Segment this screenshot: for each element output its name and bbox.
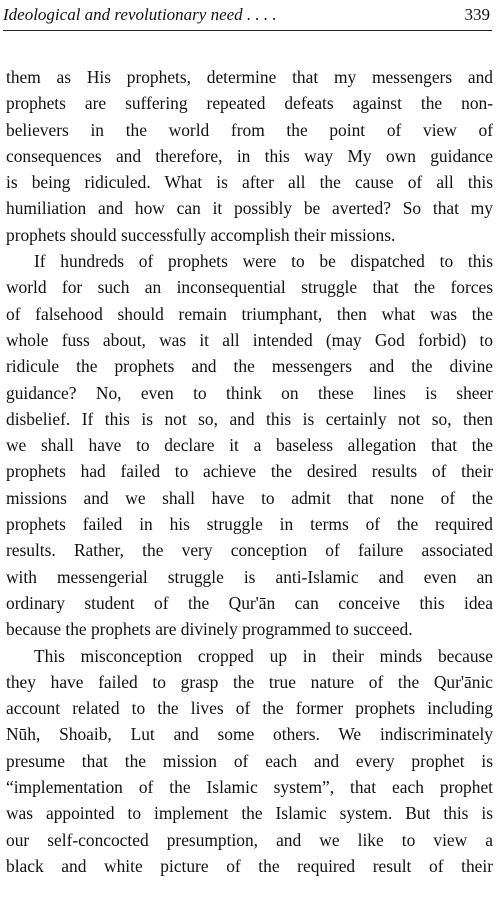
text-line: them as His prophets, determine that my messengers and <box>6 67 493 87</box>
text-line: we shall have to declare it a baseless allegation that the <box>6 435 493 456</box>
text-line: This misconception cropped up in their minds because <box>34 645 493 666</box>
page-number: 339 <box>464 5 490 24</box>
text-line: is being ridiculed. What is after all the cause of all this <box>6 172 493 193</box>
text-line: missions and we shall have to admit that none of the <box>6 487 493 508</box>
paragraph <box>6 64 493 248</box>
paragraph <box>6 643 493 880</box>
text-line: account related to the lives of the former prophets including <box>6 698 493 719</box>
paragraph <box>6 248 493 642</box>
text-line: our self-concocted presumption, and we like to view a <box>6 829 493 850</box>
text-line: prophets failed in his struggle in terms of the required <box>6 514 493 535</box>
text-line: was appointed to implement the Islamic system. But this is <box>6 803 493 824</box>
text-line: prophets should successfully accomplish their missions. <box>6 224 396 245</box>
text-line: of falsehood should remain triumphant, then what was the <box>6 303 493 324</box>
text-line: prophets had failed to achieve the desired results of their <box>6 461 493 482</box>
text-line: whole fuss about, was it all intended (may God forbid) to <box>6 329 493 350</box>
text-line: they have failed to grasp the true nature of the Qur'ānic <box>6 671 493 692</box>
text-line: Nūh, Shoaib, Lut and some others. We indiscriminately <box>6 724 493 745</box>
text-line: ordinary student of the Qur'ān can conceive this idea <box>6 592 493 613</box>
text-line: with messengerial struggle is anti-Islamic and even an <box>6 566 493 587</box>
body-text <box>6 64 493 879</box>
text-line: If hundreds of prophets were to be dispatched to this <box>34 251 493 272</box>
text-line: results. Rather, the very conception of failure associated <box>6 540 493 561</box>
header-rule <box>3 30 492 31</box>
text-line: guidance? No, even to think on these lines is sheer <box>6 382 493 403</box>
text-line: black and white picture of the required result of their <box>6 855 493 876</box>
text-line: world for such an inconsequential struggle that the forces <box>6 277 493 298</box>
text-line: ridicule the prophets and the messengers and the divine <box>6 356 493 377</box>
running-title: Ideological and revolutionary need . . . . <box>3 5 277 24</box>
text-line: consequences and therefore, in this way My own guidance <box>6 145 493 166</box>
text-line: because the prophets are divinely programmed to succeed. <box>6 619 413 640</box>
text-line: believers in the world from the point of view of <box>6 119 493 140</box>
text-line: humiliation and how can it possibly be averted? So that my <box>6 198 493 219</box>
text-line: “implementation of the Islamic system”, that each prophet <box>6 777 493 798</box>
running-header <box>3 4 490 28</box>
text-line: presume that the mission of each and every prophet is <box>6 750 493 771</box>
text-line: disbelief. If this is not so, and this is certainly not so, then <box>6 408 493 429</box>
text-line: prophets are suffering repeated defeats against the non- <box>6 93 493 114</box>
